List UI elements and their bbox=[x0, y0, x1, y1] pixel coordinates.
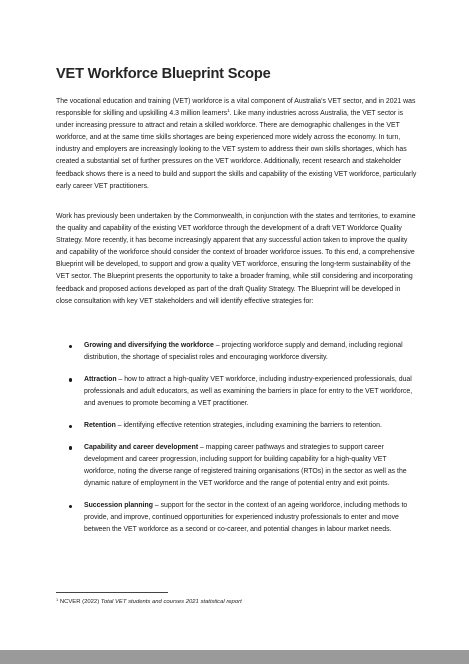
list-item-text: – mapping career pathways and strategies to support career development and career progression, including support for building capability for a high-quality VET workforce, noting the diverse range of registered training organisations (RTOs) in the sector as well as the dynamic nature of employment in the VET workforce and the range of potential entry and exit points. bbox=[84, 443, 407, 488]
intro-text: The vocational education and training (VET) workforce is a vital component of Australia’s VET sector, and in 2021 was responsible for skilling and upskilling 4.3 million learners bbox=[56, 98, 416, 118]
footnote-divider bbox=[56, 592, 168, 593]
bullet-icon bbox=[69, 446, 72, 449]
bullet-icon bbox=[69, 505, 72, 508]
list-item-text: – projecting workforce supply and demand, including regional distribution, the shortage of specialist roles and encouraging workforce diversity. bbox=[84, 342, 403, 362]
page-bottom-band bbox=[0, 650, 469, 664]
list-item-text: – how to attract a high-quality VET workforce, including industry-experienced professionals, dual professionals and adult educators, as well as examining the barriers in place for entry to the VET workforce, and avenues to promote becoming a VET practitioner. bbox=[84, 375, 413, 408]
strategy-list bbox=[56, 340, 418, 546]
bullet-icon bbox=[69, 378, 72, 381]
list-item-heading: Attraction bbox=[84, 375, 117, 383]
page-title: VET Workforce Blueprint Scope bbox=[56, 66, 271, 82]
list-item bbox=[56, 420, 418, 432]
list-item bbox=[56, 340, 418, 364]
context-paragraph: Work has previously been undertaken by the Commonwealth, in conjunction with the states and territories, to examine the quality and capability of the existing VET workforce through the development of a draft VET Workforce Quality Strategy. More recently, it has become increasingly apparent that any successful action taken to improve the quality and capability of the workforce should consider the context of broader workforce issues. To this end, a comprehensive Blueprint will be developed, to support and grow a quality VET workforce, ensuring the long-term sustainability of the VET sector. The Blueprint presents the opportunity to take a broader framing, while still considering and incorporating feedback and proposed actions developed as part of the draft Quality Strategy. The Blueprint will be developed in close consultation with key VET stakeholders and will identify effective strategies for: bbox=[56, 213, 416, 305]
list-item bbox=[56, 374, 418, 410]
list-item-heading: Capability and career development bbox=[84, 443, 199, 451]
footnote-number: 1 bbox=[56, 597, 59, 602]
bullet-icon bbox=[69, 425, 72, 428]
list-item-heading: Retention bbox=[84, 422, 116, 430]
footnote-source: NCVER (2022) bbox=[58, 599, 101, 605]
intro-text-continued: . Like many industries across Australia, the VET sector is under increasing pressure to attract and retain a skilled workforce. There are demographic challenges in the VET workforce, and at the same time skills shortages are being experienced more widely across the economy. In turn, industry and employers are increasingly looking to the VET system to address their own skills shortages, which has created a substantial set of further pressures on the VET workforce. Additionally, recent research and stakeholder feedback shows there is a need to build and support the skills and capability of the existing VET workforce, particularly early career VET practitioners. bbox=[56, 110, 417, 190]
list-item-heading: Succession planning bbox=[84, 502, 153, 510]
list-item-text: – identifying effective retention strategies, including examining the barriers to retention. bbox=[115, 422, 382, 430]
footnote-reference[interactable]: 1 bbox=[227, 108, 230, 114]
list-item bbox=[56, 500, 418, 536]
footnote bbox=[56, 598, 418, 607]
list-item-heading: Growing and diversifying the workforce bbox=[84, 342, 214, 349]
list-item-text: – support for the sector in the context of an ageing workforce, including methods to provide, and improve, continued opportunities for experienced industry professionals to enter and move between the VET workforce as a second or co-career, and potential changes in labour market needs. bbox=[84, 502, 408, 534]
footnote-title: Total VET students and courses 2021 statistical report bbox=[100, 599, 242, 605]
bullet-icon bbox=[69, 345, 72, 348]
list-item bbox=[56, 442, 418, 490]
intro-paragraph bbox=[56, 96, 418, 193]
